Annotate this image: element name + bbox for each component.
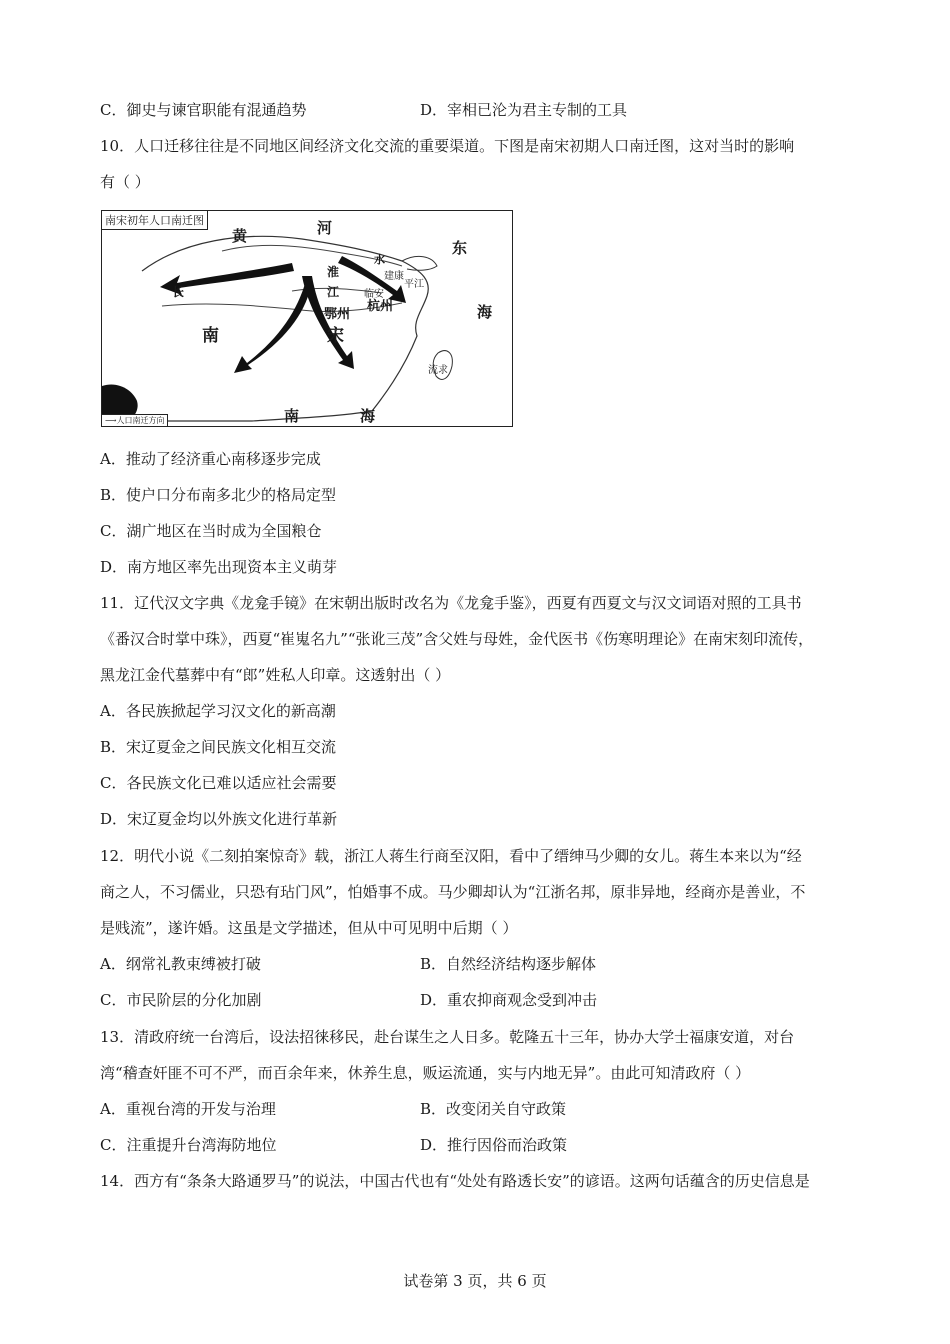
map-label-shui: 水 [374, 253, 385, 266]
q10-stem-line1: 10．人口迁移往往是不同地区间经济文化交流的重要渠道。下图是南宋初期人口南迁图，这对当时的影响 [100, 137, 795, 155]
q10-option-b: B．使户口分布南多北少的格局定型 [100, 486, 337, 504]
q13-stem-line1: 13．清政府统一台湾后，设法招徕移民，赴台谋生之人日多。乾隆五十三年，协办大学士福康安道，对台 [100, 1028, 795, 1046]
q12-stem-line3: 是贱流”，遂许婚。这虽是文学描述，但从中可见明中后期（ ） [100, 919, 518, 937]
map-label-jiankang: 建康 [384, 271, 404, 282]
q11-stem-line2: 《番汉合时掌中珠》，西夏“崔嵬名九”“张讹三茂”含父姓与母姓，金代医书《伤寒明理论》在南宋刻印流传， [100, 630, 814, 648]
q11-stem-line3: 黑龙江金代墓葬中有“郎”姓私人印章。这透射出（ ） [100, 666, 451, 684]
map-label-jiang: 江 [327, 285, 340, 299]
map-label-hai-sea: 海 [360, 407, 376, 425]
q12-option-b: B．自然经济结构逐步解体 [420, 955, 597, 973]
q11-option-d: D．宋辽夏金均以外族文化进行革新 [100, 810, 338, 828]
map-label-huai: 淮 [327, 265, 340, 279]
southern-migration-map [101, 210, 513, 427]
q13-option-c: C．注重提升台湾海防地位 [100, 1136, 277, 1154]
q12-option-d: D．重农抑商观念受到冲击 [420, 991, 598, 1009]
q11-option-b: B．宋辽夏金之间民族文化相互交流 [100, 738, 337, 756]
map-label-pingjiang: 平江 [404, 279, 424, 290]
map-label-dong: 东 [452, 239, 468, 257]
map-label-hai: 海 [477, 303, 493, 321]
q12-option-c: C．市民阶层的分化加剧 [100, 991, 262, 1009]
q13-stem-line2: 湾“稽查奸匪不可不严，而百余年来，休养生息，贩运流通，实与内地无异”。由此可知清政府（ ） [100, 1064, 751, 1082]
q10-option-d: D．南方地区率先出现资本主义萌芽 [100, 558, 338, 576]
map-label-nan: 南 [202, 326, 219, 346]
q9-option-d: D．宰相已沦为君主专制的工具 [420, 101, 628, 119]
page-footer: 试卷第 3 页，共 6 页 [403, 1272, 547, 1290]
map-label-huang: 黄 [232, 227, 248, 245]
map-label-song: 宋 [327, 326, 344, 346]
map-label-chang: 长 [172, 285, 185, 299]
q11-option-c: C．各民族文化已难以适应社会需要 [100, 774, 337, 792]
map-label-nan-sea: 南 [284, 407, 300, 425]
q14-stem-line1: 14．西方有“条条大路通罗马”的说法，中国古代也有“处处有路透长安”的谚语。这两句话蕴含的历史信息是 [100, 1172, 810, 1190]
q13-option-b: B．改变闭关自守政策 [420, 1100, 567, 1118]
q13-option-a: A．重视台湾的开发与治理 [100, 1100, 276, 1118]
q9-option-c: C．御史与谏官职能有混通趋势 [100, 101, 307, 119]
q12-stem-line1: 12．明代小说《二刻拍案惊奇》载，浙江人蒋生行商至汉阳，看中了缙绅马少卿的女儿。蒋生本来以为“经 [100, 847, 802, 865]
q13-option-d: D．推行因俗而治政策 [420, 1136, 568, 1154]
q12-option-a: A．纲常礼教束缚被打破 [100, 955, 261, 973]
q11-option-a: A．各民族掀起学习汉文化的新高潮 [100, 702, 336, 720]
q10-option-a: A．推动了经济重心南移逐步完成 [100, 450, 321, 468]
map-label-lin-an: 临安 [364, 289, 384, 300]
q10-option-c: C．湖广地区在当时成为全国粮仓 [100, 522, 322, 540]
map-legend: ⟶人口南迁方向 [102, 414, 168, 426]
q10-stem-line2: 有（ ） [100, 173, 150, 191]
map-label-ezhou: 鄂州 [324, 307, 351, 322]
q12-stem-line2: 商之人，不习儒业，只恐有玷门风”，怕婚事不成。马少卿却认为“江浙名邦，原非异地，经商亦是善业，不 [100, 883, 806, 901]
map-label-he: 河 [317, 219, 333, 237]
map-label-taiwan: 流求 [428, 365, 448, 376]
q11-stem-line1: 11．辽代汉文字典《龙龛手镜》在宋朝出版时改名为《龙龛手鉴》，西夏有西夏文与汉文词语对照的工具书 [100, 594, 802, 612]
map-title: 南宋初年人口南迁图 [102, 211, 208, 230]
map-label-hangzhou: 杭州 [367, 299, 394, 314]
